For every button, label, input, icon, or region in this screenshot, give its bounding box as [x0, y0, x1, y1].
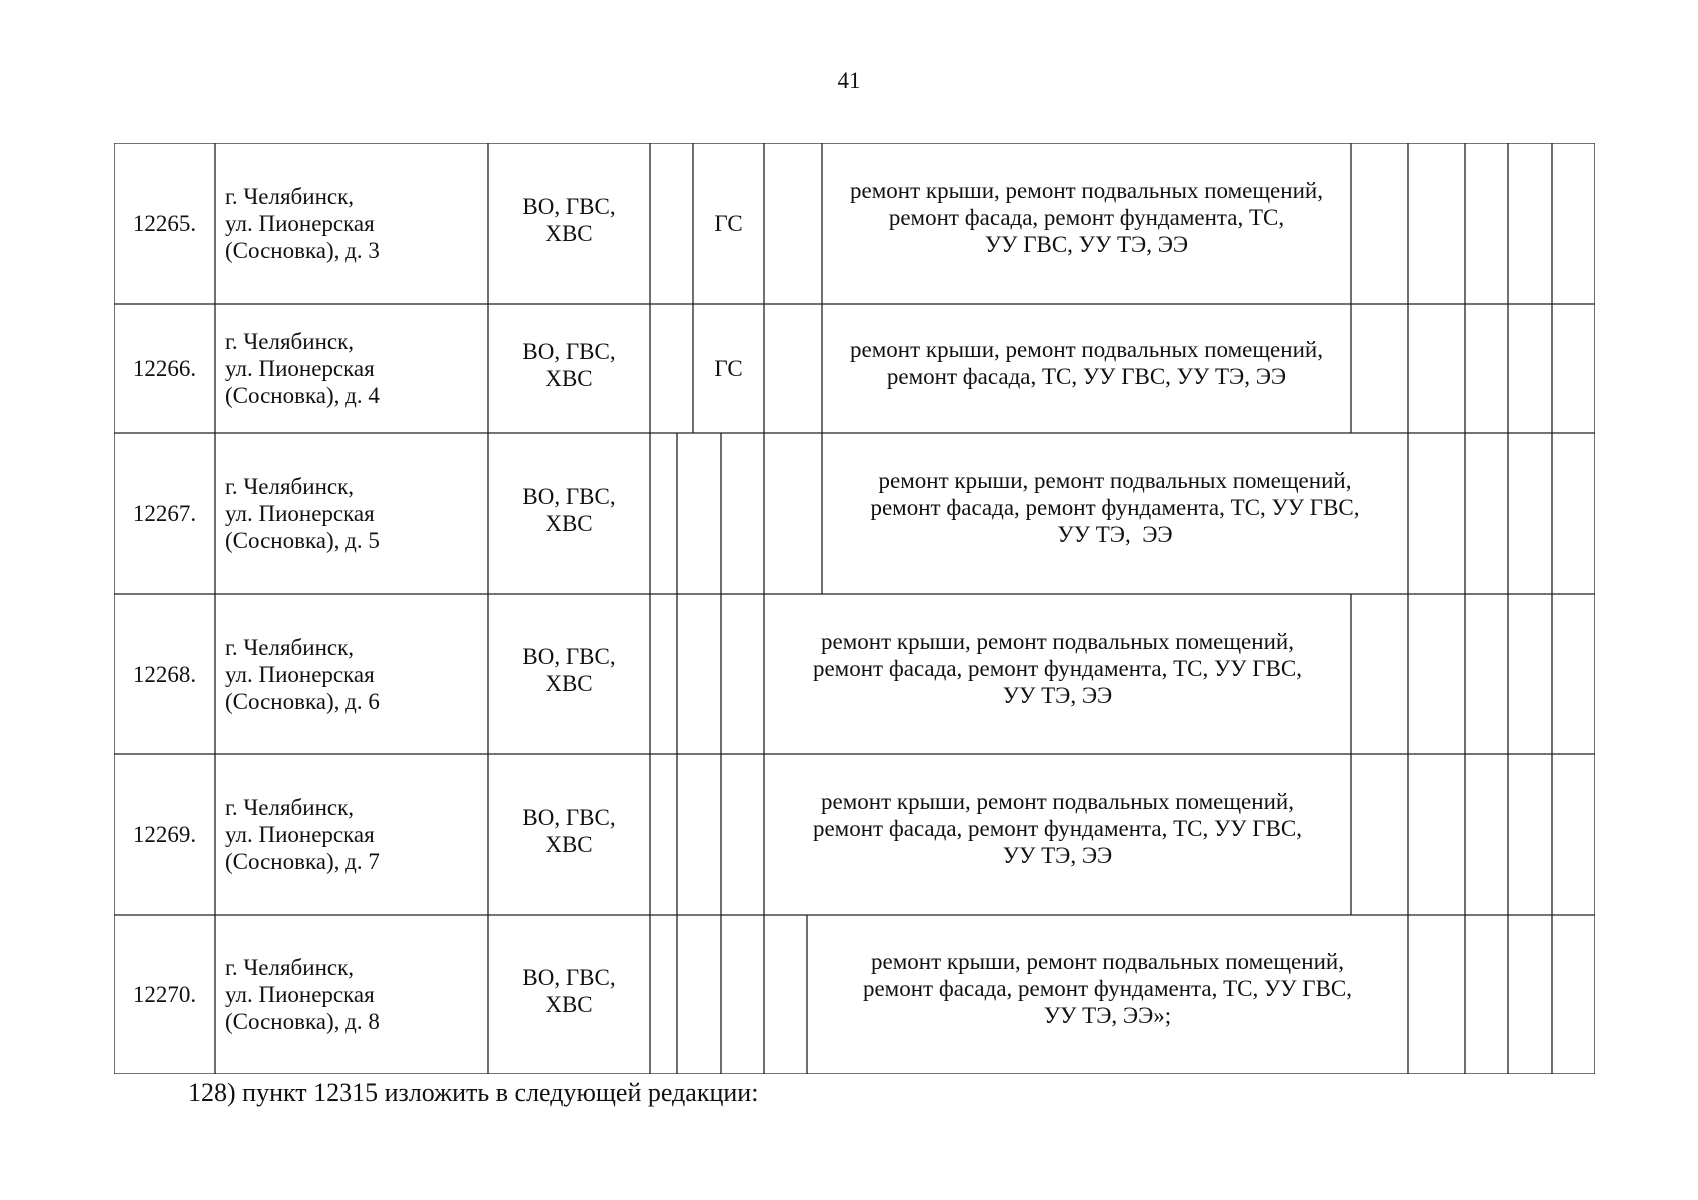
address-cell [225, 915, 488, 1074]
row-number: 12270. [132, 982, 197, 1007]
row-number: 12267. [132, 501, 197, 526]
address-text [225, 954, 380, 1035]
address-cell [225, 143, 488, 304]
address-text [225, 183, 380, 264]
row-number: 12268. [132, 661, 197, 687]
text-line: (Сосновка), д. 8 [225, 1009, 380, 1034]
works-cell [822, 298, 1351, 427]
text-line: УУ ТЭ, ЭЭ [1057, 522, 1173, 547]
text-line: (Сосновка), д. 5 [225, 528, 380, 553]
works-text [850, 336, 1323, 390]
works-text [870, 467, 1359, 548]
text-line: ремонт крыши, ремонт подвальных помещений, [878, 468, 1352, 493]
address-cell [225, 433, 488, 594]
text-line: ремонт фасада, ремонт фундамента, ТС, УУ ГВС, [812, 655, 1303, 681]
systems-cell [488, 429, 650, 590]
text-line: (Сосновка), д. 7 [225, 849, 380, 874]
systems-text [522, 483, 615, 537]
text-line: ремонт фасада, ТС, УУ ГВС, УУ ТЭ, ЭЭ [886, 363, 1287, 389]
systems-text [522, 643, 615, 697]
text-line: ВО, ГВС, [522, 644, 616, 669]
works-text [813, 628, 1302, 709]
page-number: 41 [837, 68, 861, 93]
text-line: ХВС [545, 510, 593, 536]
text-line: ул. Пионерская [225, 211, 375, 236]
works-cell [764, 588, 1351, 748]
text-line: ВО, ГВС, [522, 804, 616, 830]
systems-text [522, 964, 615, 1018]
text-line: ВО, ГВС, [522, 193, 616, 219]
text-line: ремонт фасада, ремонт фундамента, ТС, [888, 205, 1285, 230]
works-text [850, 177, 1323, 258]
address-text [225, 634, 380, 715]
text-line: УУ ТЭ, ЭЭ [1002, 843, 1113, 868]
repair-table [114, 143, 1595, 1074]
text-line: г. Челябинск, [225, 634, 355, 660]
row-number: 12266. [132, 356, 197, 381]
systems-text [522, 193, 615, 247]
row-number: 12269. [132, 822, 197, 847]
systems-text [522, 338, 615, 392]
text-line: ремонт фасада, ремонт фундамента, ТС, УУ ГВС, [870, 495, 1360, 520]
systems-cell [488, 139, 650, 300]
text-line: г. Челябинск, [225, 474, 355, 499]
text-line: ВО, ГВС, [522, 483, 616, 509]
address-text [225, 473, 380, 554]
text-line: ул. Пионерская [225, 982, 375, 1007]
systems-cell [488, 590, 650, 750]
systems-text [522, 804, 615, 858]
address-text [225, 328, 380, 409]
text-line: ремонт фасада, ремонт фундамента, ТС, УУ ГВС, [862, 976, 1353, 1001]
amendment-paragraph: 128) пункт 12315 изложить в следующей редакции: [188, 1078, 759, 1107]
text-line: ХВС [545, 831, 593, 857]
text-line: ремонт крыши, ремонт подвальных помещений, [850, 336, 1323, 362]
text-line: ремонт крыши, ремонт подвальных помещений, [821, 628, 1294, 654]
text-line: (Сосновка), д. 6 [225, 688, 380, 714]
text-line: ул. Пионерская [225, 501, 375, 526]
text-line: ремонт крыши, ремонт подвальных помещений, [821, 789, 1294, 814]
works-cell [822, 137, 1351, 298]
text-line: ХВС [545, 991, 593, 1017]
text-line: г. Челябинск, [225, 329, 355, 354]
systems-cell [488, 911, 650, 1070]
address-cell [225, 594, 488, 754]
works-cell [822, 427, 1408, 588]
text-line: ХВС [545, 671, 593, 696]
gs-mark-cell: ГС [714, 356, 743, 381]
text-line: ХВС [545, 365, 593, 391]
address-cell [225, 304, 488, 433]
works-cell [807, 909, 1408, 1068]
address-text [225, 794, 380, 875]
text-line: ремонт фасада, ремонт фундамента, ТС, УУ ГВС, [812, 816, 1303, 841]
text-line: (Сосновка), д. 4 [225, 383, 380, 408]
text-line: ремонт крыши, ремонт подвальных помещений, [871, 949, 1344, 974]
text-line: УУ ГВС, УУ ТЭ, ЭЭ [984, 232, 1189, 257]
text-line: ул. Пионерская [225, 822, 375, 847]
text-line: г. Челябинск, [225, 955, 355, 980]
text-line: ВО, ГВС, [522, 964, 616, 990]
text-line: ХВС [545, 220, 593, 246]
address-cell [225, 754, 488, 915]
text-line: г. Челябинск, [225, 184, 355, 209]
text-line: УУ ТЭ, ЭЭ»; [1043, 1003, 1172, 1028]
works-text [813, 788, 1302, 869]
text-line: УУ ТЭ, ЭЭ [1002, 682, 1113, 708]
systems-cell [488, 300, 650, 429]
text-line: ВО, ГВС, [522, 338, 616, 364]
row-number: 12265. [132, 211, 197, 236]
text-line: (Сосновка), д. 3 [225, 238, 380, 263]
gs-mark-cell: ГС [714, 211, 743, 236]
text-line: ул. Пионерская [225, 661, 375, 687]
text-line: г. Челябинск, [225, 795, 355, 820]
text-line: ремонт крыши, ремонт подвальных помещений, [850, 178, 1323, 203]
works-text [863, 948, 1352, 1029]
text-line: ул. Пионерская [225, 356, 375, 381]
works-cell [764, 748, 1351, 909]
systems-cell [488, 750, 650, 911]
